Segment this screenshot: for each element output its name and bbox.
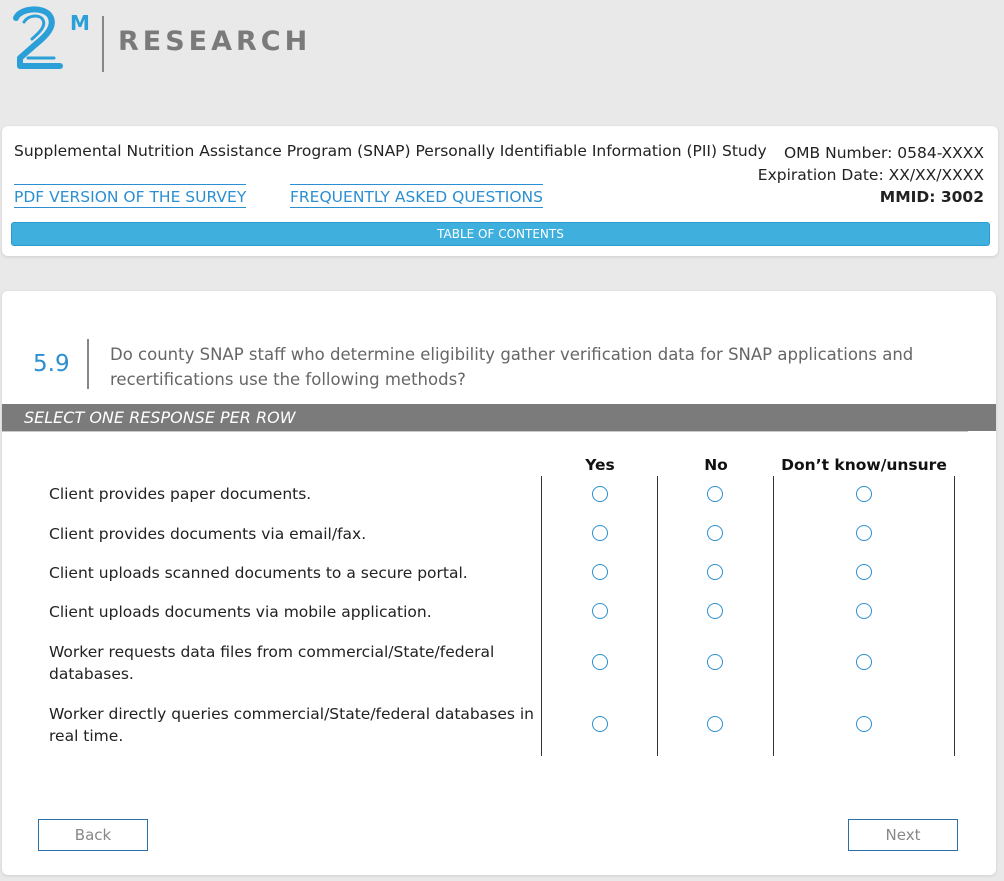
radio-row4-dont-know[interactable] [856, 603, 872, 619]
logo-divider [102, 16, 104, 72]
study-title: Supplemental Nutrition Assistance Program (SNAP) Personally Identifiable Information (PII) Study [14, 142, 767, 160]
column-separator [657, 476, 658, 756]
row-label-email-fax: Client provides documents via email/fax. [49, 525, 367, 543]
expiration-date: Expiration Date: XX/XX/XXXX [757, 166, 984, 184]
radio-row4-yes[interactable] [592, 603, 608, 619]
radio-row3-yes[interactable] [592, 564, 608, 580]
column-header-no: No [704, 456, 728, 474]
next-button[interactable]: Next [848, 819, 958, 851]
radio-row6-dont-know[interactable] [856, 716, 872, 732]
row-label-paper-documents: Client provides paper documents. [49, 485, 312, 503]
brand-logo [10, 6, 310, 76]
logo-brand-text: RESEARCH [118, 26, 312, 57]
question-divider [87, 339, 89, 389]
question-text: Do county SNAP staff who determine eligibility gather verification data for SNAP applications and recertifications use the following methods? [110, 345, 914, 389]
faq-link[interactable]: FREQUENTLY ASKED QUESTIONS [290, 184, 543, 208]
row-label-secure-portal: Client uploads scanned documents to a secure portal. [49, 564, 468, 582]
radio-row5-no[interactable] [707, 654, 723, 670]
radio-row6-no[interactable] [707, 716, 723, 732]
pdf-version-link[interactable]: PDF VERSION OF THE SURVEY [14, 184, 246, 208]
column-separator [773, 476, 774, 756]
radio-row4-no[interactable] [707, 603, 723, 619]
column-header-yes: Yes [585, 456, 615, 474]
radio-row6-yes[interactable] [592, 716, 608, 732]
radio-row1-yes[interactable] [592, 486, 608, 502]
row-label-real-time-queries: Worker directly queries commercial/State/federal databases in real time. [49, 705, 535, 745]
instruction-bar: SELECT ONE RESPONSE PER ROW [2, 404, 996, 431]
omb-info [758, 142, 984, 208]
svg-text:M: M [70, 11, 90, 35]
row-label-mobile-application: Client uploads documents via mobile application. [49, 603, 432, 621]
question-card [2, 291, 996, 875]
table-of-contents-button[interactable]: TABLE OF CONTENTS [11, 222, 990, 246]
survey-header [2, 126, 998, 256]
row-label-data-file-requests: Worker requests data files from commercial/State/federal databases. [49, 643, 495, 683]
mmid: MMID: 3002 [879, 188, 984, 206]
column-header-dont-know: Don’t know/unsure [781, 456, 947, 474]
radio-row1-dont-know[interactable] [856, 486, 872, 502]
radio-row2-dont-know[interactable] [856, 525, 872, 541]
column-separator [541, 476, 542, 756]
column-separator [954, 476, 955, 756]
radio-row2-no[interactable] [707, 525, 723, 541]
radio-row1-no[interactable] [707, 486, 723, 502]
2m-logo-mark-icon [10, 6, 90, 76]
radio-row3-no[interactable] [707, 564, 723, 580]
omb-number: OMB Number: 0584-XXXX [783, 144, 984, 162]
radio-row2-yes[interactable] [592, 525, 608, 541]
radio-row3-dont-know[interactable] [856, 564, 872, 580]
radio-row5-yes[interactable] [592, 654, 608, 670]
question-number: 5.9 [33, 351, 70, 377]
back-button[interactable]: Back [38, 819, 148, 851]
radio-row5-dont-know[interactable] [856, 654, 872, 670]
